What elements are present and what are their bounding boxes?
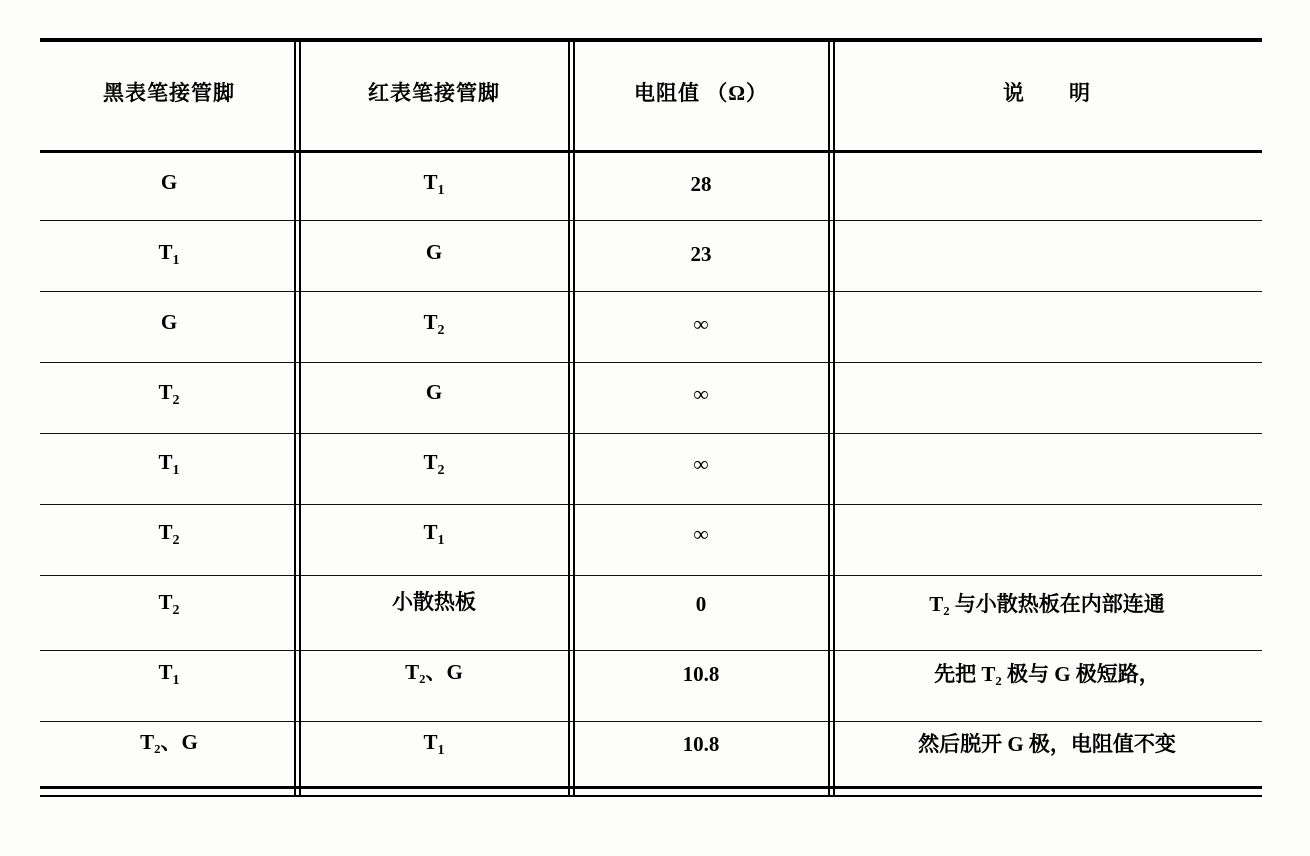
column-header-black-probe: 黑表笔接管脚 (103, 81, 235, 106)
table-row (40, 290, 1262, 360)
table-row (40, 220, 1262, 290)
cell-red-probe: 小散热板 (392, 590, 476, 614)
cell-black-probe: $T_2$ (158, 590, 180, 619)
column-header-resistance: 电阻值 （Ω） (633, 81, 769, 106)
cell-note (832, 430, 1262, 500)
table-row (40, 360, 1262, 430)
cell-black-probe: G (160, 170, 178, 194)
cell-note (832, 150, 1262, 220)
cell-note (832, 360, 1262, 430)
cell-red-probe: T₂、G (405, 660, 463, 684)
cell-red-probe: $T_1$ (423, 730, 445, 759)
cell-red-probe: G (425, 240, 443, 264)
cell-red-probe: $T_2$ (423, 450, 445, 479)
cell-resistance: ∞ (693, 382, 709, 407)
cell-resistance: ∞ (693, 522, 709, 547)
table-row (40, 710, 1262, 780)
cell-resistance: ∞ (693, 312, 709, 337)
table-header-row (40, 38, 1262, 150)
cell-black-probe: $T_1$ (158, 240, 180, 269)
cell-red-probe: G (425, 380, 443, 404)
cell-resistance: 23 (690, 242, 712, 267)
cell-note: 然后脱开 G 极，电阻值不变 (918, 732, 1176, 757)
table-header (40, 38, 1262, 150)
cell-black-probe: T₂、G (140, 730, 198, 754)
column-header-note: 说 明 (1003, 81, 1091, 106)
cell-resistance: 10.8 (682, 732, 720, 757)
cell-note (832, 500, 1262, 570)
table-row (40, 640, 1262, 710)
cell-resistance: 28 (690, 172, 712, 197)
resistance-table-wrapper (40, 38, 1262, 780)
cell-red-probe: $T_1$ (423, 170, 445, 199)
cell-resistance: 10.8 (682, 662, 720, 687)
cell-note (832, 290, 1262, 360)
cell-black-probe: $T_2$ (158, 380, 180, 409)
table-body (40, 150, 1262, 780)
table-row (40, 150, 1262, 220)
cell-note: 先把 T₂ 极与 G 极短路， (934, 662, 1160, 687)
table-row (40, 570, 1262, 640)
cell-red-probe: $T_2$ (423, 310, 445, 339)
table-row (40, 500, 1262, 570)
cell-note: T₂ 与小散热板在内部连通 (929, 592, 1165, 617)
table-bottom-rule-2 (40, 795, 1262, 797)
resistance-table (40, 38, 1262, 780)
column-header-red-probe: 红表笔接管脚 (368, 81, 500, 106)
cell-resistance: ∞ (693, 452, 709, 477)
table-row (40, 430, 1262, 500)
cell-resistance: 0 (695, 592, 707, 617)
cell-black-probe: $T_2$ (158, 520, 180, 549)
table-bottom-rule (40, 786, 1262, 789)
cell-red-probe: $T_1$ (423, 520, 445, 549)
cell-note (832, 220, 1262, 290)
cell-black-probe: $T_1$ (158, 450, 180, 479)
cell-black-probe: G (160, 310, 178, 334)
cell-black-probe: $T_1$ (158, 660, 180, 689)
